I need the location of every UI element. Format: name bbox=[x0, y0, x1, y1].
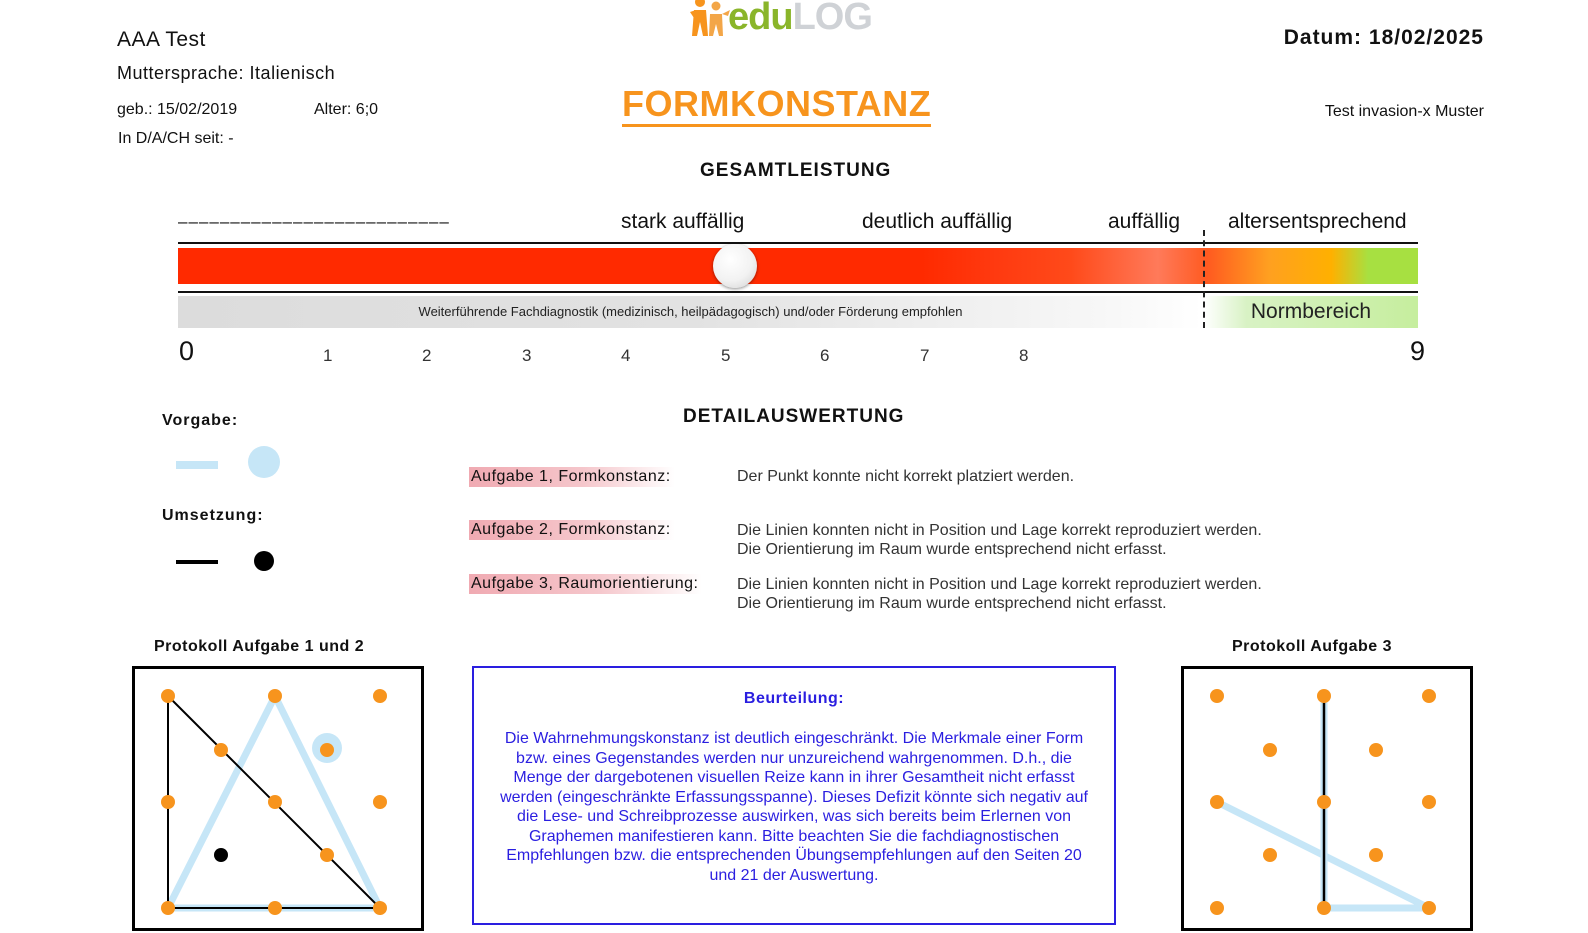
recommendation-band: Weiterführende Fachdiagnostik (medizinisch, heilpädagogisch) und/oder Förderung empfohlen bbox=[178, 296, 1203, 328]
scale-tick: 3 bbox=[522, 346, 532, 365]
legend-vorgabe-label: Vorgabe: bbox=[162, 412, 239, 429]
overall-heading: GESAMTLEISTUNG bbox=[700, 160, 892, 181]
norm-range-band: Normbereich bbox=[1204, 296, 1418, 328]
page-title: FORMKONSTANZ bbox=[622, 84, 931, 127]
legend-vorgabe-dot bbox=[248, 446, 280, 478]
protocol-1-2-grid bbox=[132, 666, 424, 931]
scale-tick: 1 bbox=[323, 346, 333, 365]
task-1-text: Der Punkt konnte nicht korrekt platziert werden. bbox=[737, 468, 1075, 485]
edulog-logo bbox=[688, 0, 888, 44]
norm-threshold-line bbox=[1203, 230, 1205, 328]
task-1-label: Aufgabe 1, Formkonstanz: bbox=[469, 467, 675, 487]
scale-tick: 4 bbox=[621, 346, 631, 365]
category-stark-auffaellig: stark auffällig bbox=[621, 210, 745, 233]
legend-vorgabe-line bbox=[176, 461, 218, 469]
category-auffaellig: auffällig bbox=[1108, 210, 1181, 233]
test-name: Test invasion-x Muster bbox=[1324, 103, 1484, 120]
scale-tick: 6 bbox=[820, 346, 830, 365]
protocol-3-drawing bbox=[1184, 669, 1470, 928]
legend-umsetzung-label: Umsetzung: bbox=[162, 507, 264, 524]
birth-date: geb.: 15/02/2019 bbox=[117, 101, 238, 118]
score-gradient-bar bbox=[178, 248, 1418, 284]
legend-umsetzung-line bbox=[176, 560, 218, 564]
dashed-placeholder: –––––––––––––––––––––––––– bbox=[178, 212, 450, 231]
detail-heading: DETAILAUSWERTUNG bbox=[683, 406, 905, 427]
task-3-text-line-2: Die Orientierung im Raum wurde entsprechend nicht erfasst. bbox=[737, 595, 1167, 612]
task-3-label: Aufgabe 3, Raumorientierung: bbox=[469, 574, 702, 594]
scale-min: 0 bbox=[179, 336, 195, 366]
scale-tick: 8 bbox=[1019, 346, 1029, 365]
test-date: Datum: 18/02/2025 bbox=[1283, 26, 1484, 49]
assessment-body: Die Wahrnehmungskonstanz ist deutlich eingeschränkt. Die Merkmale einer Form bzw. eines Gegenstandes werden nur unzureichend wahrgenommen. D.h., die Menge der dargebotenen visuellen Reize kann in ihrer Gesamtheit nicht erfasst werden (eingeschränkte Erfassungsspanne). Dieses Defizit könnte sich negativ auf die Lese- und Schreibprozesse auswirken, was sich bereits beim Erlernen von Graphemen manifestieren kann. Bitte beachten Sie die fachdiagnostischen Empfehlungen bzw. die entsprechenden Übungsempfehlungen auf den Seiten 20 und 21 der Auswertung. bbox=[500, 730, 1088, 884]
scale-tick: 5 bbox=[721, 346, 731, 365]
task-3-text-line-1: Die Linien konnten nicht in Position und Lage korrekt reproduziert werden. bbox=[737, 576, 1262, 593]
assessment-box bbox=[472, 666, 1116, 925]
category-deutlich-auffaellig: deutlich auffällig bbox=[862, 210, 1013, 233]
task-2-label: Aufgabe 2, Formkonstanz: bbox=[469, 520, 675, 540]
bar-bottom-line bbox=[178, 291, 1418, 293]
dach-since: In D/A/CH seit: - bbox=[118, 130, 234, 147]
protocol-3-title: Protokoll Aufgabe 3 bbox=[1232, 638, 1393, 655]
assessment-heading: Beurteilung: bbox=[743, 690, 845, 707]
protocol-1-2-drawing bbox=[135, 669, 421, 928]
bar-top-line bbox=[178, 242, 1418, 244]
scale-tick: 2 bbox=[422, 346, 432, 365]
native-language: Muttersprache: Italienisch bbox=[117, 63, 336, 83]
scale-max: 9 bbox=[1410, 336, 1426, 366]
age: Alter: 6;0 bbox=[314, 101, 379, 118]
protocol-3-grid bbox=[1181, 666, 1473, 931]
student-name: AAA Test bbox=[117, 28, 206, 51]
logo-wordmark: eduLOG bbox=[728, 0, 872, 38]
scale-tick: 7 bbox=[920, 346, 930, 365]
protocol-1-2-title: Protokoll Aufgabe 1 und 2 bbox=[154, 638, 365, 655]
score-marker bbox=[713, 244, 757, 288]
task-2-text-line-2: Die Orientierung im Raum wurde entsprechend nicht erfasst. bbox=[737, 541, 1167, 558]
legend-umsetzung-dot bbox=[254, 551, 274, 571]
category-altersentsprechend: altersentsprechend bbox=[1228, 210, 1407, 233]
task-2-text-line-1: Die Linien konnten nicht in Position und Lage korrekt reproduziert werden. bbox=[737, 522, 1262, 539]
